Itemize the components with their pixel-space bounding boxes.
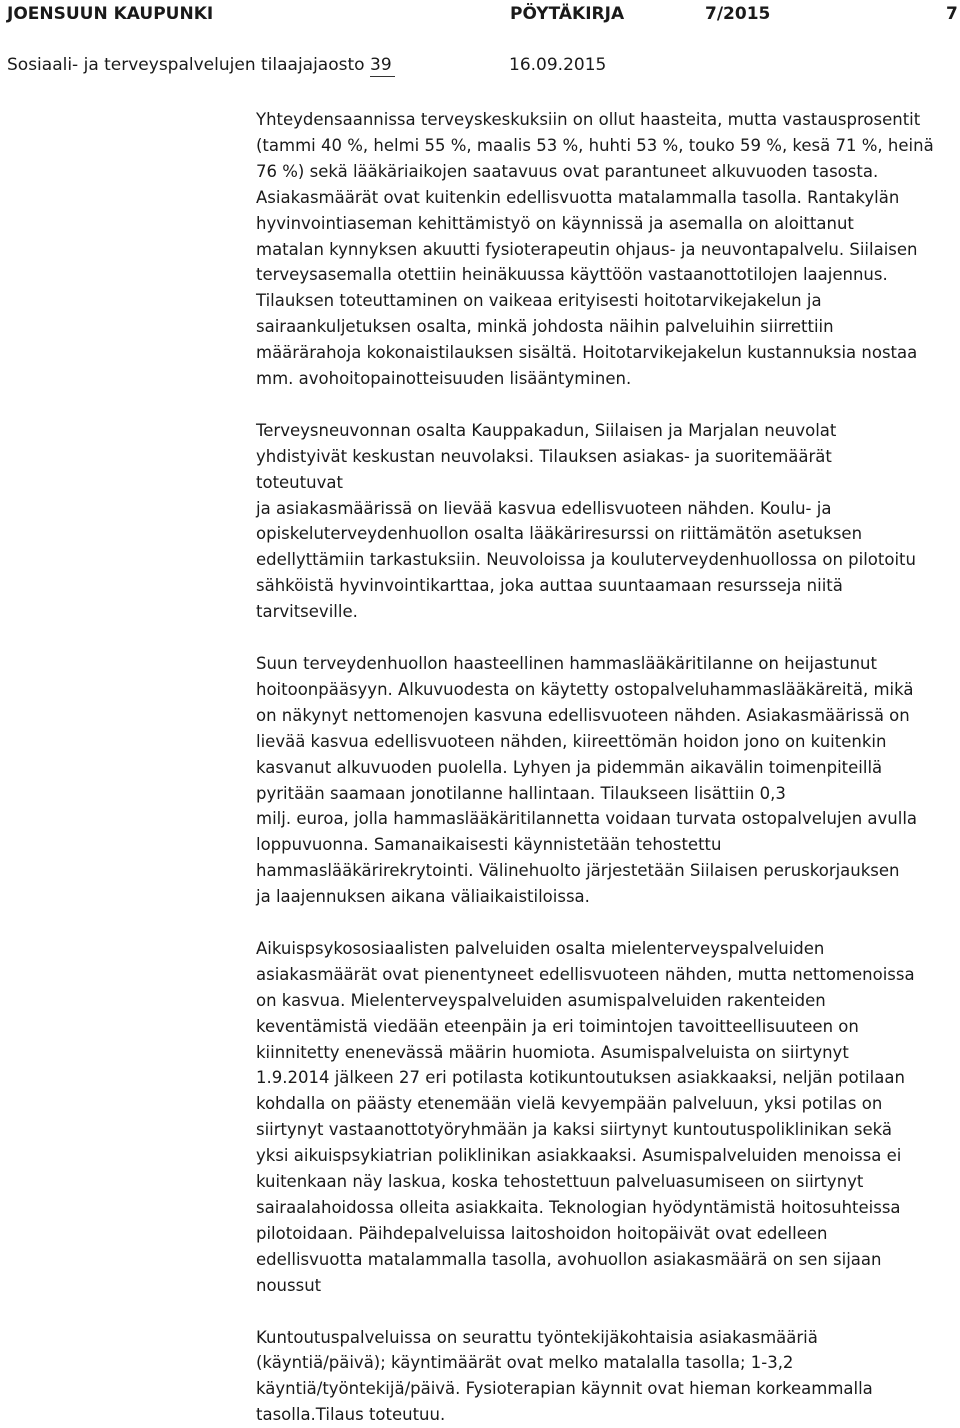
paragraph-rehabilitation: Kuntoutuspalveluissa on seurattu työntekijäkohtaisia asiakasmääriä (käyntiä/päivä); käyntimäärät ovat melko matalalla tasolla; 1-3,2 käyntiä/työntekijä/päivä. Fysioterapian käynnit ovat hieman korkeammalla tasolla.Tilaus toteutuu. [256,1327,873,1425]
issue-number: 7/2015 [705,4,771,24]
section-number: 39 [370,55,392,75]
paragraph-spacer [256,1299,960,1325]
page-number: 7 [946,4,958,24]
paragraph-oral-health: Suun terveydenhuollon haasteellinen hammaslääkäritilanne on heijastunut hoitoonpääsyyn. Alkuvuodesta on käytetty ostopalveluhammaslääkäreitä, mikä on näkynyt nettomenojen kasvuna edellisvuoteen nähden. Asiakasmäärissä on lievää kasvua edellisvuoteen nähden, kiireettömän hoidon jono on kuitenkin kasvanut alkuvuoden puolella. Lyhyen ja pidemmän aikavälin toimenpiteillä pyritään saamaan jonotilanne hallintaan. Tilaukseen lisättiin 0,3 milj. euroa, jolla hammaslääkäritilannetta voidaan turvata ostopalvelujen avulla loppuvuonna. Samanaikaisesti käynnistetään tehostettu hammaslääkärirekrytointi. Välinehuolto järjestetään Siilaisen peruskorjauksen ja laajennuksen aikana väliaikaistiloissa. [256,654,918,907]
section-underline [370,76,395,77]
committee-name: Sosiaali- ja terveyspalvelujen tilaajajaosto [7,55,365,75]
paragraph-spacer [256,392,960,418]
meeting-date: 16.09.2015 [509,55,607,75]
paragraph-health-counselling: Terveysneuvonnan osalta Kauppakadun, Siilaisen ja Marjalan neuvolat yhdistyivät keskustan neuvolaksi. Tilauksen asiakas- ja suoritemäärät toteutuvat ja asiakasmäärissä on lievää kasvua edellisvuoteen nähden. Koulu- ja opiskeluterveydenhuollon osalta lääkäriresurssi on riittämätön asetuksen edellyttämiin tarkastuksiin. Neuvoloissa ja kouluterveydenhuollossa on pilotoitu sähköistä hyvinvointikarttaa, joka auttaa suuntaamaan resursseja niitä tarvitseville. [256,420,916,622]
paragraph-psychosocial-services: Aikuispsykososiaalisten palveluiden osalta mielenterveyspalveluiden asiakasmäärät ovat pienentyneet edellisvuoteen nähden, mutta nettomenoissa on kasvua. Mielenterveyspalveluiden asumispalveluiden rakenteiden keventämistä viedään eteenpäin ja eri toimintojen tavoitteellisuuteen on kiinnitetty enenevässä määrin huomiota. Asumispalveluista on siirtynyt 1.9.2014 jälkeen 27 eri potilasta kotikuntoutuksen asiakkaaksi, neljän potilaan kohdalla on päästy etenemään vielä kevyempään palveluun, yksi potilas on siirtynyt vastaanottotyöryhmään ja kaksi siirtynyt kuntoutuspoliklinikan sekä yksi aikuispsykiatrian poliklinikan asiakkaaksi. Asumispalveluiden menoissa ei kuitenkaan näy laskua, koska tehostettuun palveluasumiseen on siirtynyt sairaalahoidossa olleita asiakkaita. Teknologian hyödyntämistä hoitosuhteissa pilotoidaan. Päihdepalveluissa laitoshoidon hoitopäivät ovat edelleen edellisvuotta matalammalla tasolla, avohuollon asiakasmäärä on sen sijaan noussut [256,938,915,1295]
paragraph-spacer [256,910,960,936]
paragraph-spacer [256,625,960,651]
organization-name: JOENSUUN KAUPUNKI [7,4,214,24]
document-type: PÖYTÄKIRJA [510,4,625,24]
body-text [256,107,960,1428]
paragraph-health-centers: Yhteydensaannissa terveyskeskuksiin on ollut haasteita, mutta vastausprosentit (tammi 40 %, helmi 55 %, maalis 53 %, huhti 53 %, touko 59 %, kesä 71 %, heinä 76 %) sekä lääkäriaikojen saatavuus ovat parantuneet alkuvuoden tasosta. Asiakasmäärät ovat kuitenkin edellisvuotta matalammalla tasolla. Rantakylän hyvinvointiaseman kehittämistyö on käynnissä ja asemalla on aloittanut matalan kynnyksen akuutti fysioterapeutin ohjaus- ja neuvontapalvelu. Siilaisen terveysasemalla otettiin heinäkuussa käyttöön vastaanottotilojen laajennus. Tilauksen toteuttaminen on vaikeaa erityisesti hoitotarvikejakelun ja sairaankuljetuksen osalta, minkä johdosta näihin palveluihin siirrettiin määrärahoja kokonaistilauksen sisältä. Hoitotarvikejakelun kustannuksia nostaa mm. avohoitopainotteisuuden lisääntyminen. [256,110,934,389]
